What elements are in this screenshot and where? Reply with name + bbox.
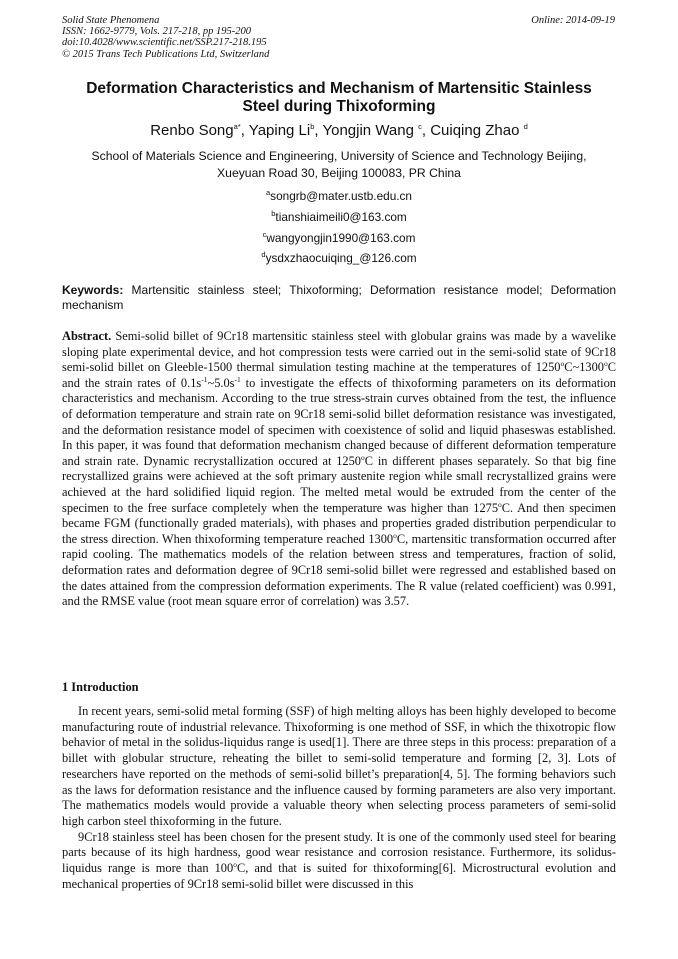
- online-date: Online: 2014-09-19: [531, 15, 615, 26]
- intro-paragraph: In recent years, semi-solid metal forming (SSF) of high melting alloys has been highly developed to become manufacturing route of industrial relevance. Thixoforming is one method of SSF, in which the thixotropic flow behavior of metal in the solidus-liquidus range is used[1]. There are three steps in this process: preparation of a billet with globular structure, reheating the billet to semi-solid temperature and forming [2, 3]. Lots of researchers have reported on the methods of semi-solid billet’s preparation[4, 5]. The forming behaviors such as the laws for deformation resistance and the influence caused by forming parameters are also very important. The mathematics models would provide a valuable theory when selecting process parameters of semi-solid high carbon steel thixoforming in the future.: [62, 704, 616, 828]
- author-list: [62, 122, 616, 140]
- abstract-text: C, martensitic transformation occurred after rapid cooling. The mathematics models of the relation between stress and temperatures, fraction of solid, deformation rates and deformation degree of 9Cr18 semi-solid billet were regressed and established based on the dates attained from the compression deformation experiments. The R value (related coefficient) was 0.991, and the RMSE value (root mean square error of correlation) was 3.57.: [62, 531, 617, 609]
- doi-line: doi:10.4028/www.scientific.net/SSP.217-218.195: [62, 37, 267, 49]
- degree-mark: o: [560, 359, 565, 369]
- abstract-label: Abstract.: [62, 329, 112, 343]
- email-mark: d: [261, 250, 266, 260]
- affiliation-line-2: Xueyuan Road 30, Beijing 100083, PR China: [217, 165, 461, 180]
- author-affil-mark: c: [418, 122, 422, 131]
- degree-mark: o: [498, 499, 502, 509]
- email-address[interactable]: wangyongjin1990@163.com: [266, 230, 416, 245]
- introduction-body: [62, 704, 616, 892]
- email-address[interactable]: ysdxzhaocuiqing_@126.com: [265, 251, 417, 266]
- abstract-text: to investigate the effects of thixoforming parameters on its deformation characteristics and mechanism. According to the true stress-strain curves obtained from the test, the influence of deformation temperature and strain rate on 9Cr18 semi-solid billet deformation resistance was investigated, and the deformation resistance model of specimen with coexistence of solid and liquid phaseswas established. In this paper, it was found that deformation mechanism changed because of different deformation temperature and strain rate. Dynamic recrystallization occured at 1250: [62, 375, 616, 468]
- email-address[interactable]: tianshiaimeili0@163.com: [275, 209, 407, 224]
- affiliation: [62, 148, 616, 181]
- intro-paragraph: [62, 830, 616, 893]
- author-separator: ,: [314, 122, 323, 139]
- author-affil-mark: d: [523, 122, 528, 131]
- section-heading: 1 Introduction: [62, 680, 139, 694]
- copyright-line: © 2015 Trans Tech Publications Ltd, Switzerland: [62, 48, 270, 60]
- email-mark: a: [266, 188, 271, 198]
- abstract-text: Semi-solid billet of 9Cr18 martensitic stainless steel with globular grains was made by a wavelike sloping plate experimental device, and hot compression tests were carried out in the semi-solid state of 9Cr18 semi-solid billet on Gleeble-1500 thermal simulation testing machine at the temperatures of 1250: [62, 329, 616, 375]
- exponent-mark: -1: [201, 374, 208, 384]
- author-name: Cuiqing Zhao: [430, 122, 524, 139]
- keywords: [62, 283, 616, 312]
- abstract-text: C. And then specimen became FGM (functionally graded materials), with phases and properties graded distribution perpendicular to the stress direction. When thixoforming temperature reached 1300: [62, 500, 616, 546]
- author-separator: ,: [421, 122, 431, 139]
- email-item: [62, 207, 616, 228]
- email-list: [62, 186, 616, 269]
- affiliation-line-1: School of Materials Science and Engineering, University of Science and Technology Beijing,: [91, 149, 587, 163]
- title-line-1: Deformation Characteristics and Mechanism of Martensitic Stainless: [86, 80, 592, 97]
- email-mark: c: [262, 229, 267, 239]
- paper-title: [62, 80, 616, 116]
- journal-header: [62, 15, 269, 60]
- abstract-text: C and the strain rates of 0.1s: [62, 360, 616, 390]
- title-line-2: Steel during Thixoforming: [242, 98, 436, 115]
- abstract-text: C~1300: [564, 360, 604, 375]
- author-affil-mark: b: [310, 122, 315, 131]
- email-item: [62, 228, 616, 249]
- issn-line: ISSN: 1662-9779, Vols. 217-218, pp 195-200: [62, 26, 251, 38]
- degree-mark: o: [233, 859, 237, 869]
- author-name: Renbo Song: [150, 122, 234, 139]
- keywords-label: Keywords:: [62, 283, 124, 297]
- journal-name: Solid State Phenomena: [62, 15, 160, 26]
- email-mark: b: [271, 208, 276, 218]
- degree-mark: o: [603, 359, 608, 369]
- exponent-mark: -1: [234, 374, 241, 384]
- author-separator: ,: [240, 122, 249, 139]
- abstract-text: ~5.0s: [207, 375, 235, 390]
- intro-text: 9Cr18 stainless steel has been chosen for the present study. It is one of the commonly used steel for bearing parts because of its high hardness, good wear resistance and corrosion resistance. Furthermore, its solidus-liquidus range is more than 100: [62, 829, 616, 876]
- abstract: [62, 329, 616, 610]
- author-name: Yaping Li: [248, 122, 311, 139]
- author-name: Yongjin Wang: [322, 122, 419, 139]
- abstract-text: C in different phases separately. So that big fine recrystallized grains were achieved at the soft primary austenite region while small recrystallized grains were achieved at the hard solidified liquid region. The melted metal would be extruded from the center of the specimen to the free surface completely when the temperature was higher than 1275: [62, 453, 616, 515]
- author-affil-mark: a*: [233, 122, 241, 131]
- email-item: [62, 248, 616, 269]
- email-address[interactable]: songrb@mater.ustb.edu.cn: [270, 189, 412, 203]
- degree-mark: o: [393, 530, 397, 540]
- keywords-text: Martensitic stainless steel; Thixoforming; Deformation resistance model; Deformation mechanism: [62, 283, 616, 312]
- degree-mark: o: [361, 452, 365, 462]
- intro-text: C, and that is suited for thixoforming[6]. Microstructural evolution and mechanical properties of 9Cr18 semi-solid billet were discussed in this: [62, 861, 616, 891]
- email-item: [62, 186, 616, 207]
